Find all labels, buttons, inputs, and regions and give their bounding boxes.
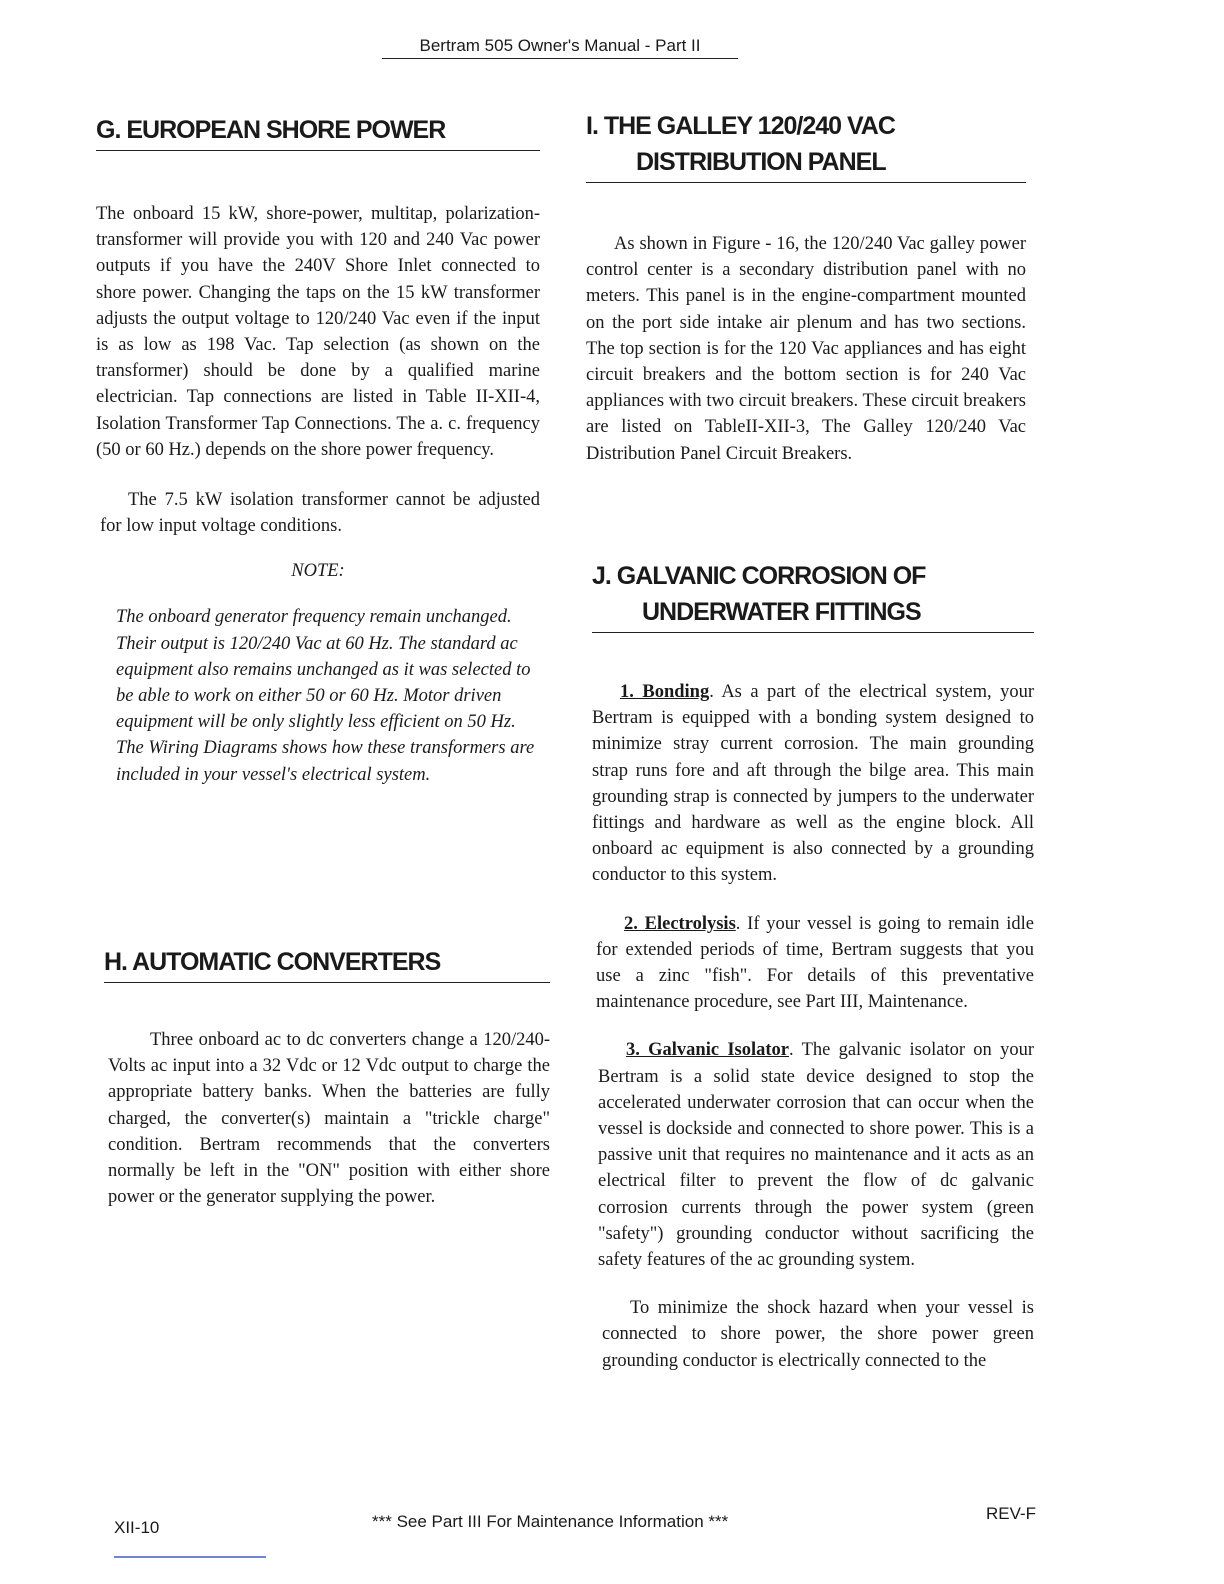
revision-label: REV-F xyxy=(986,1504,1037,1523)
note-body: The onboard generator frequency remain unchanged. Their output is 120/240 Vac at 60 Hz. The standard ac equipment also remains unchanged as it was selected to be able to work on either 50 or 60 Hz. Motor driven equipment will be only slightly less efficient on 50 Hz. The Wiring Diagrams shows how these transformers are included in your vessel's electrical system. xyxy=(116,607,535,785)
section-h xyxy=(104,944,550,1210)
section-j-heading-line-1: J. GALVANIC CORROSION OF xyxy=(592,562,926,590)
bonding-paragraph xyxy=(592,679,1034,889)
section-j xyxy=(592,558,1034,1374)
running-header: Bertram 505 Owner's Manual - Part II xyxy=(382,36,738,59)
section-i-heading-line-2: DISTRIBUTION PANEL xyxy=(636,148,886,176)
left-column xyxy=(96,112,540,788)
section-i xyxy=(586,108,1026,467)
section-j-heading xyxy=(592,558,1034,633)
electrolysis-text: . If your vessel is going to remain idle for extended periods of time, Bertram suggests that you use a zinc "fish". For details of this preventative maintenance procedure, see Part III, Maintenance. xyxy=(596,913,1034,1013)
section-j-heading-line-2: UNDERWATER FITTINGS xyxy=(642,598,921,626)
galvanic-isolator-text: . The galvanic isolator on your Bertram is a solid state device designed to stop the accelerated underwater corrosion that can occur when the vessel is dockside and connected to shore power. This is a passive unit that requires no maintenance and it acts as an electrical filter to prevent the flow of dc galvanic corrosion currents through the power system (green "safety") grounding conductor without sacrificing the safety features of the ac grounding system. xyxy=(598,1040,1034,1271)
section-g-paragraph-2: The 7.5 kW isolation transformer cannot be adjusted for low input voltage conditions. xyxy=(100,490,540,537)
section-g-heading: G. EUROPEAN SHORE POWER xyxy=(96,112,540,151)
scan-artifact-line xyxy=(114,1556,266,1558)
electrolysis-title: 2. Electrolysis xyxy=(624,913,736,934)
note-title: NOTE: xyxy=(291,561,345,582)
bonding-title: 1. Bonding xyxy=(620,682,710,702)
electrolysis-paragraph xyxy=(592,911,1034,1016)
galvanic-isolator-paragraph xyxy=(592,1037,1034,1273)
galvanic-isolator-title: 3. Galvanic Isolator xyxy=(626,1040,789,1061)
section-i-heading-line-1: I. THE GALLEY 120/240 VAC xyxy=(586,112,895,140)
bonding-text: . As a part of the electrical system, your Bertram is equipped with a bonding system designed to minimize stray current corrosion. The main grounding strap runs fore and aft through the bilge area. This main grounding strap is connected by jumpers to the underwater fittings and hardware as well as the engine block. All onboard ac equipment is also connected by a grounding conductor to this system. xyxy=(592,682,1034,886)
section-i-heading xyxy=(586,108,1026,183)
footer-maintenance-note: *** See Part III For Maintenance Information *** xyxy=(372,1512,729,1531)
section-i-paragraph-1: As shown in Figure - 16, the 120/240 Vac galley power control center is a secondary distribution panel with no meters. This panel is in the engine-compartment mounted on the port side intake air plenum and has two sections. The top section is for the 120 Vac appliances and has eight circuit breakers and the bottom section is for 240 Vac appliances with two circuit breakers. These circuit breakers are listed on TableII-XII-3, The Galley 120/240 Vac Distribution Panel Circuit Breakers. xyxy=(586,234,1026,464)
section-g-paragraph-1: The onboard 15 kW, shore-power, multitap, polarization-transformer will provide you with 120 and 240 Vac power outputs if you have the 240V Shore Inlet connected to shore power. Changing the taps on the 15 kW transformer adjusts the output voltage to 120/240 Vac even if the input is as low as 198 Vac. Tap selection (as shown on the transformer) should be done by a qualified marine electrician. Tap connections are listed in Table II-XII-4, Isolation Transformer Tap Connections. The a. c. frequency (50 or 60 Hz.) depends on the shore power frequency. xyxy=(96,204,540,460)
shock-hazard-paragraph: To minimize the shock hazard when your vessel is connected to shore power, the shore power green grounding conductor is electrically connected to the xyxy=(602,1298,1034,1371)
section-h-heading: H. AUTOMATIC CONVERTERS xyxy=(104,944,550,983)
section-h-paragraph-1: Three onboard ac to dc converters change a 120/240-Volts ac input into a 32 Vdc or 12 Vdc output to charge the appropriate battery banks. When the batteries are fully charged, the converter(s) maintain a "trickle charge" condition. Bertram recommends that the converters normally be left in the "ON" position with either shore power or the generator supplying the power. xyxy=(108,1030,550,1208)
page-number: XII-10 xyxy=(114,1518,160,1537)
